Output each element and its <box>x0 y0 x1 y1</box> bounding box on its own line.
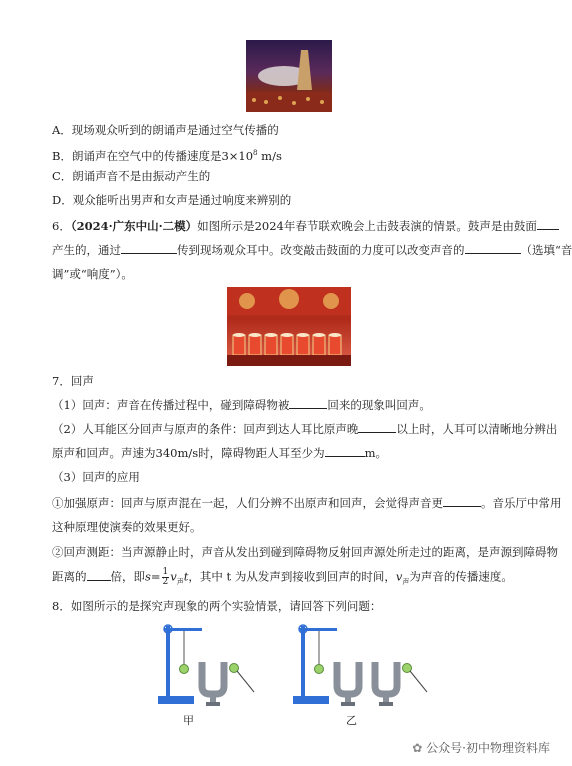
answer-blank[interactable] <box>325 445 365 457</box>
q7-part-3: （3）回声的应用 <box>52 470 140 484</box>
answer-blank[interactable] <box>121 242 177 254</box>
fraction-one-half: $\frac{1}{2}$ <box>162 567 169 587</box>
tuning-fork-left <box>337 662 359 694</box>
stand-pole <box>166 626 170 698</box>
experiment-diagram-yi <box>285 620 435 712</box>
watermark: ✿ 公众号·初中物理资料库 <box>412 741 550 755</box>
option-c: C．朗诵声音不是由振动产生的 <box>52 169 211 183</box>
answer-blank[interactable] <box>465 242 521 254</box>
question-source: （2024·广东中山·二模） <box>70 219 198 233</box>
q7-app-2-line-1: ②回声测距：当声源静止时，声音从发出到碰到障碍物反射回声源处所走过的距离，是声源到障碍物 <box>52 545 558 559</box>
photo-drum-performance <box>227 287 351 366</box>
option-d: D．观众能听出男声和女声是通过响度来辨别的 <box>52 193 292 207</box>
tuning-fork-right <box>375 662 397 694</box>
question-7-title: 7．回声 <box>52 374 94 388</box>
answer-blank[interactable] <box>537 218 559 230</box>
experiment-diagram-jia <box>150 620 260 712</box>
drums-illustration <box>227 287 351 366</box>
stand-base <box>293 696 329 704</box>
answer-blank[interactable] <box>443 495 481 507</box>
option-a: A．现场观众听到的朗诵声是通过空气传播的 <box>52 123 279 137</box>
question-6-line-3: 调”或“响度”）。 <box>52 267 133 281</box>
caption-yi: 乙 <box>346 714 357 727</box>
pith-ball <box>180 665 189 674</box>
wechat-icon: ✿ <box>412 741 427 755</box>
answer-blank[interactable] <box>358 421 396 433</box>
stand-arm <box>299 628 337 631</box>
stand-base <box>158 696 194 704</box>
photo-recitation-stage <box>246 40 332 112</box>
question-8: 8．如图所示的是探究声现象的两个实验情景，请回答下列问题： <box>52 599 382 613</box>
q7-app-1-line-2: 这种原理使演奏的效果更好。 <box>52 520 202 534</box>
tuning-fork <box>202 662 224 694</box>
answer-blank[interactable] <box>289 397 327 409</box>
question-6-line-2: 产生的，通过 传到现场观众耳中。改变敲击鼓面的力度可以改变声音的 （选填“音 <box>52 243 572 257</box>
q7-part-2-line-2: 原声和回声。声速为340m/s时，障碍物距人耳至少为 m。 <box>52 446 388 460</box>
pith-ball <box>315 665 324 674</box>
mallet-handle <box>237 671 254 692</box>
answer-blank[interactable] <box>87 569 111 581</box>
question-6-line-1: 6．（2024·广东中山·二模）如图所示是2024年春节联欢晚会上击鼓表演的情景。鼓声是由鼓面 <box>52 218 559 234</box>
q7-app-1-line-1: ①加强原声：回声与原声混在一起，人们分辨不出原声和回声，会觉得声音更 。音乐厅中常用 <box>52 496 562 510</box>
stand-pole <box>301 626 305 698</box>
q7-part-2-line-1: （2）人耳能区分回声与原声的条件：回声到达人耳比原声晚 以上时，人耳可以清晰地分辨出 <box>52 422 558 436</box>
stand-arm <box>164 628 202 631</box>
stage-illustration <box>246 40 332 112</box>
caption-jia: 甲 <box>183 714 194 727</box>
option-b: B．朗诵声在空气中的传播速度是$3\times 10^8$ m/s <box>52 148 282 163</box>
q7-app-2-line-2: 距离的 倍，即s= $\frac{1}{2}$ $v_声t$，其中 t 为从发声到接收到回声的时间，$v_声$为声音的传播速度。 <box>52 567 513 587</box>
q7-part-1: （1）回声：声音在传播过程中，碰到障碍物被 回来的现象叫回声。 <box>52 398 431 412</box>
mallet-handle <box>410 671 427 692</box>
